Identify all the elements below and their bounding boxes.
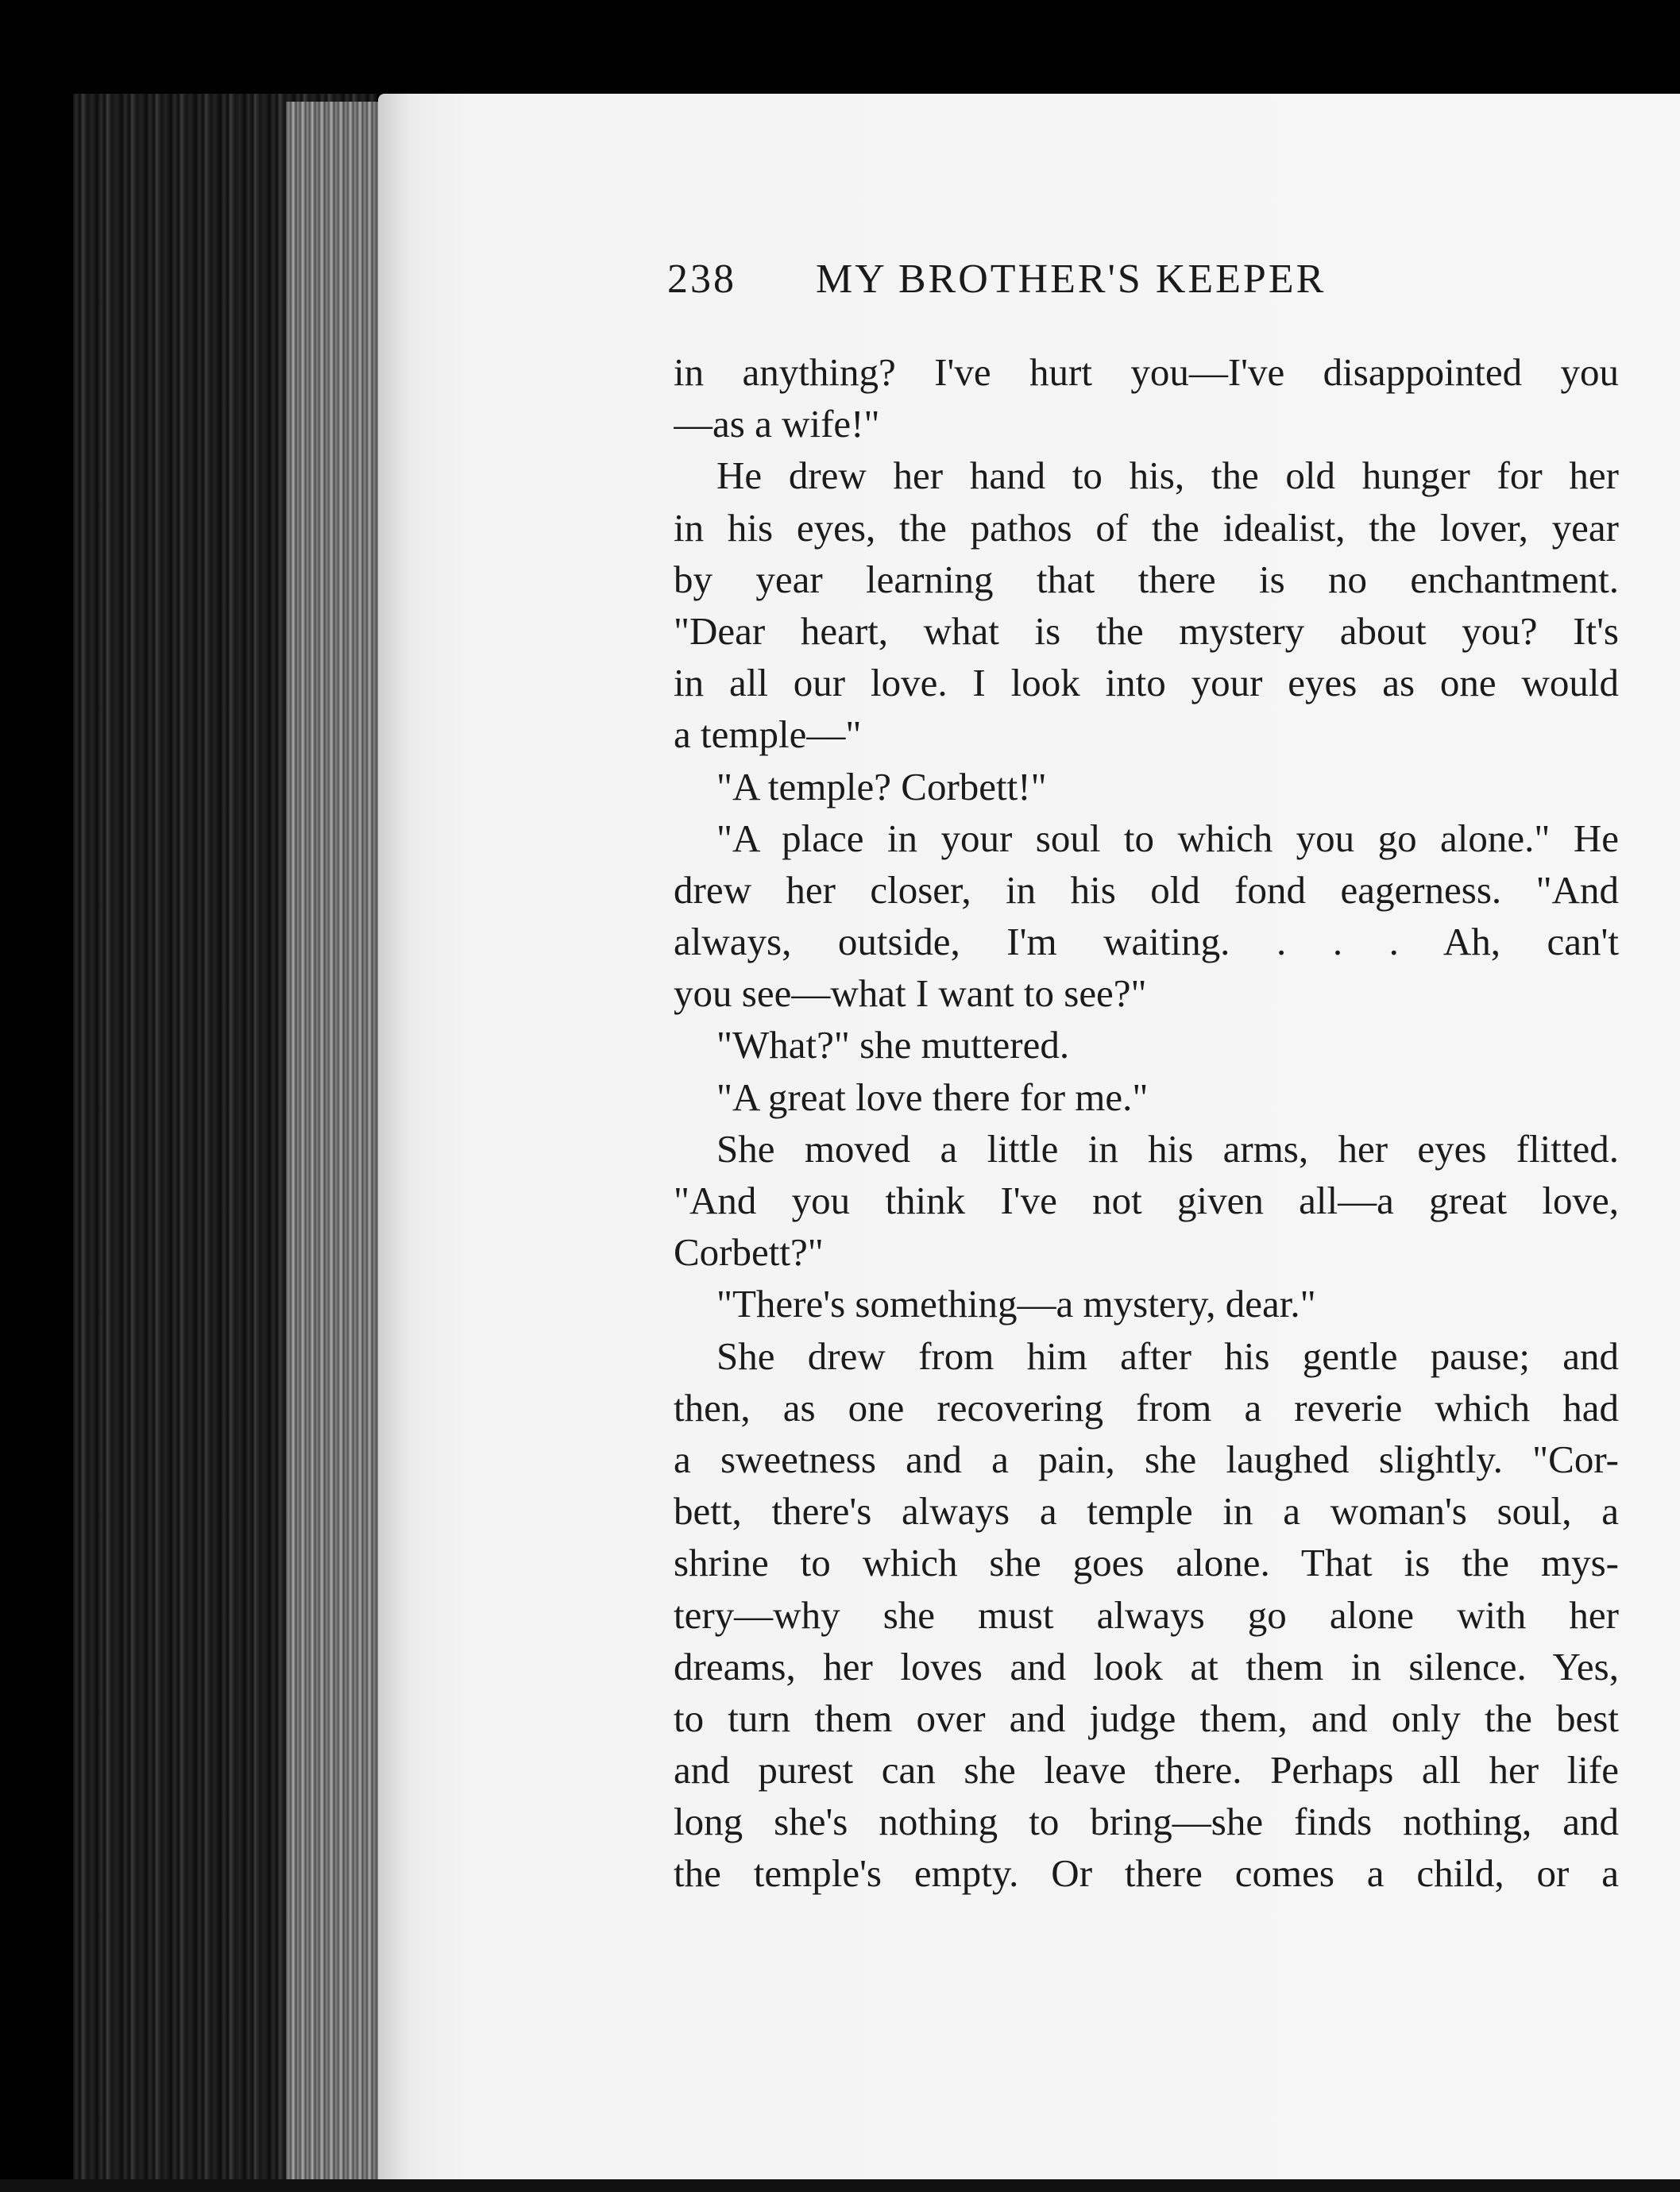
running-title: MY BROTHER'S KEEPER: [816, 257, 1327, 302]
running-header: [667, 256, 1620, 319]
text-line: "A temple? Corbett!": [716, 764, 1047, 808]
text-line: "A place in your soul to which you go alone." He: [716, 816, 1619, 860]
scan-border: [0, 2179, 1680, 2192]
page-edges: [286, 102, 380, 2192]
text-line: —as a wife!": [674, 402, 880, 446]
text-line: dreams, her loves and look at them in silence. Yes,: [674, 1644, 1619, 1688]
text-line: a temple—": [674, 712, 862, 757]
text-line: drew her closer, in his old fond eagerness. "And: [674, 867, 1619, 912]
text-line: in his eyes, the pathos of the idealist, the lover, year: [674, 505, 1619, 550]
text-line: in anything? I've hurt you—I've disappointed you: [674, 350, 1619, 394]
text-line: He drew her hand to his, the old hunger for her: [716, 453, 1619, 498]
text-line: you see—what I want to see?": [674, 971, 1147, 1016]
text-line: Corbett?": [674, 1230, 824, 1275]
text-line: in all our love. I look into your eyes as one would: [674, 661, 1619, 705]
text-line: "And you think I've not given all—a great love,: [674, 1179, 1619, 1222]
text-line: a sweetness and a pain, she laughed slightly. "Cor-: [674, 1437, 1619, 1481]
page-number: 238: [667, 257, 736, 302]
text-line: "A great love there for me.": [716, 1075, 1149, 1119]
text-line: "What?" she muttered.: [716, 1023, 1070, 1067]
text-line: She moved a little in his arms, her eyes flitted.: [716, 1126, 1619, 1171]
text-line: by year learning that there is no enchantment.: [674, 557, 1619, 601]
text-line: the temple's empty. Or there comes a child, or a: [674, 1851, 1619, 1896]
text-line: She drew from him after his gentle pause; and: [716, 1333, 1619, 1378]
body-text: [674, 346, 1619, 1900]
text-line: and purest can she leave there. Perhaps all her life: [674, 1748, 1619, 1793]
text-line: always, outside, I'm waiting. . . . Ah, can't: [674, 920, 1619, 964]
text-line: "There's something—a mystery, dear.": [716, 1282, 1316, 1326]
text-line: shrine to which she goes alone. That is the mys-: [674, 1541, 1619, 1585]
text-line: to turn them over and judge them, and only the best: [674, 1696, 1619, 1740]
text-line: long she's nothing to bring—she finds nothing, and: [674, 1800, 1619, 1844]
text-line: then, as one recovering from a reverie which had: [674, 1385, 1619, 1430]
text-line: tery—why she must always go alone with her: [674, 1592, 1619, 1637]
text-line: bett, there's always a temple in a woman's soul, a: [674, 1489, 1619, 1534]
text-line: "Dear heart, what is the mystery about you? It's: [674, 608, 1619, 653]
